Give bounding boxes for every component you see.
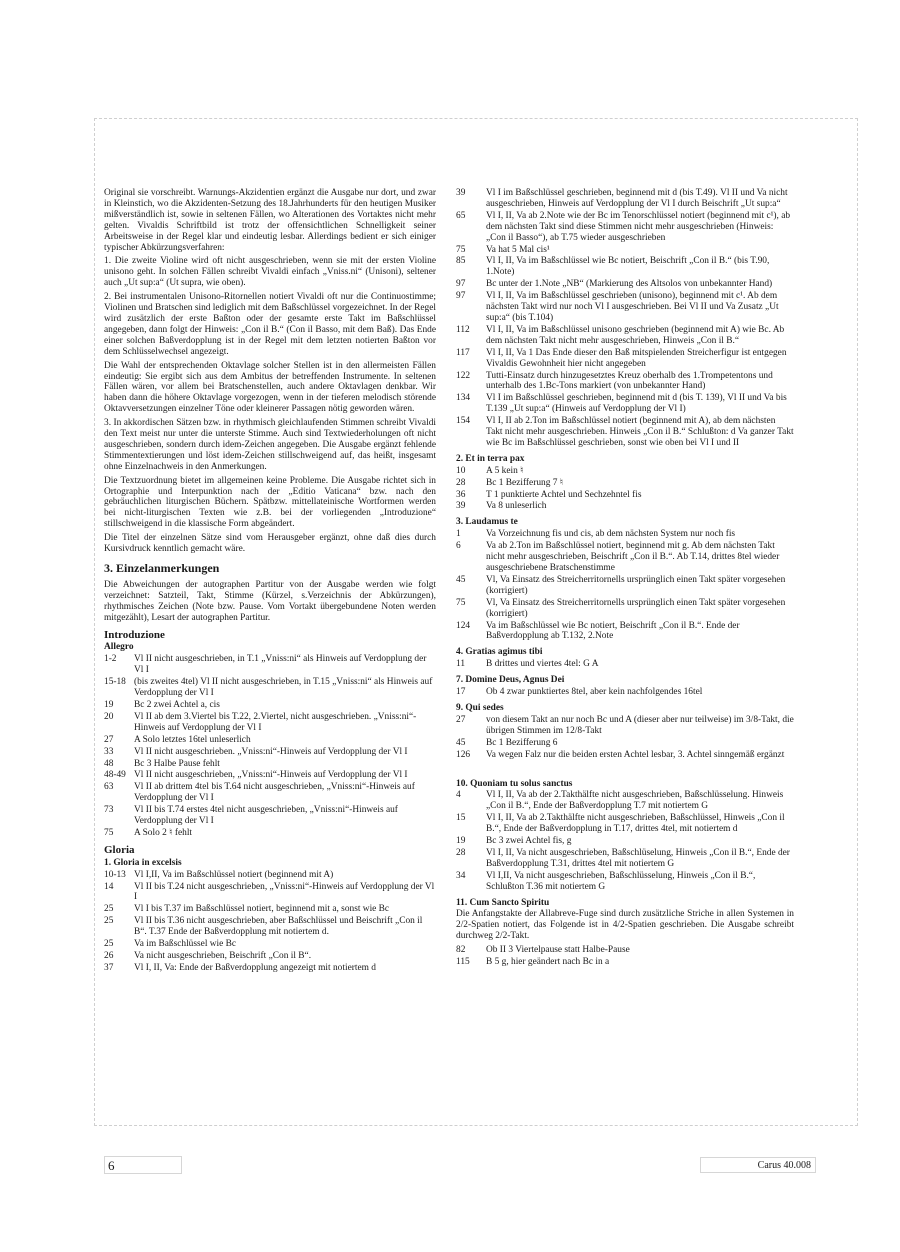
annotation-text: Bc 1 Bezifferung 7 ♮ [486,477,564,488]
measure-number: 82 [456,945,466,956]
measure-number: 4 [456,790,461,801]
annotation-text: Vl I im Baßschlüssel geschrieben, beginnend mit d (bis T.49). Vl II und Va nicht ausgeschrieben, Hinweis auf Verdopplung der Vl I durch Beischrift „Ut sup:a“ [486,188,788,209]
annotation-text: Va im Baßschlüssel wie Bc notiert, Beischrift „Con il B.“. Ende der Baßverdopplung ab T.132, 2.Note [486,620,740,642]
annotation-entry [104,770,436,781]
measure-number: 26 [104,951,114,961]
paragraph: Original sie vorschreibt. Warnungs-Akzidentien ergänzt die Ausgabe nur dort, und zwar in Kleinstich, wo die Akzidenten-Setzung des 18.Jahrhunderts für den heutigen Musiker mißverständlich ist, sowie in seltenen Fällen, wo Alterationen des Vortaktes nicht mehr gelten. Vivaldis Schriftbild ist trotz der offensichtlichen Schnelligkeit seiner Arbeitsweise in der Regel klar und eindeutig lesbar. Allerdings bedient er sich einiger typischer Abkürzungsverfahren: [104,188,436,253]
annotation-entry [456,659,794,670]
measure-number: 45 [456,737,466,748]
measure-number: 14 [104,881,114,892]
movement-title: Introduzione [104,628,165,641]
annotation-entry [104,759,436,770]
annotation-text: Vl I, II, Va ab der 2.Takthälfte nicht ausgeschrieben, Baßschlüsselung. Hinweis „Con il B.“, Ende der Baßverdopplung T.7 mit notiertem G [486,790,784,812]
annotation-entry [456,621,794,643]
measure-number: 73 [104,805,114,816]
measure-number: 97 [456,279,466,290]
measure-number: 33 [104,746,114,757]
measure-number: 75 [104,827,114,838]
measure-number: 124 [456,620,471,631]
paragraph: Die Textzuordnung bietet im allgemeinen keine Probleme. Die Ausgabe richtet sich in Ortographie und Interpunktion nach der „Editio Vaticana“ bzw. nach den gebräuchlichen liturgischen Büchern. Spätbzw. mittellateinische Wortformen werden bei nicht-liturgischen Texten wie z.B. bei der vorliegenden „Introduzione“ stillschweigend in die klassische Form abgeändert. [104,475,436,530]
annotation-text: B drittes und viertes 4tel: G A [486,659,599,670]
annotation-text: Va hat 5 Mal cis¹ [486,244,550,255]
measure-number: 25 [104,916,114,927]
annotation-text: Vl II nicht ausgeschrieben. „Vniss:ni“-Hinweis auf Verdopplung der Vl I [134,746,408,757]
measure-number: 10-13 [104,869,126,880]
measure-number: 10 [456,465,466,476]
annotation-entry [456,490,794,501]
left-column [104,188,436,975]
annotation-text: Ob 4 zwar punktiertes 8tel, aber kein nachfolgendes 16tel [486,687,703,698]
annotation-text: Vl II nicht ausgeschrieben, „Vniss:ni“-Hinweis auf Verdopplung der Vl I [134,770,408,781]
annotation-text: Vl I,II, Va im Baßschlüssel notiert (beginnend mit A) [134,869,334,880]
annotation-entry [456,715,794,737]
annotation-text: Tutti-Einsatz durch hinzugesetztes Kreuz oberhalb des 1.Trompetentons und unterhalb des 1.Bc-Tons markiert (von unbekannter Hand) [486,370,773,392]
annotation-entry [104,677,436,699]
annotation-text: von diesem Takt an nur noch Bc und A (dieser aber nur teilweise) im 3/8-Takt, die übrigen Stimmen im 12/8-Takt [486,714,794,736]
measure-number: 36 [456,489,466,500]
measure-number: 28 [456,847,466,858]
measure-number: 20 [104,711,114,722]
annotation-entry [456,279,794,290]
annotation-text: Bc unter der 1.Note „NB“ (Markierung des Altsolos von unbekannter Hand) [486,279,773,290]
measure-number: 39 [456,188,466,198]
right-column [456,188,794,969]
measure-number: 45 [456,574,466,585]
annotation-entry [456,813,794,835]
annotation-text: Vl II ab dem 3.Viertel bis T.22, 2.Viertel, nicht ausgeschrieben. „Vniss:ni“-Hinweis auf Verdopplung der Vl I [134,711,417,733]
measure-number: 11 [456,659,466,670]
annotation-text: (bis zweites 4tel) Vl II nicht ausgeschrieben, in T.15 „Vniss:ni“ als Hinweis auf Verdopplung der Vl I [134,677,433,699]
annotation-entry [456,371,794,393]
measure-number: 122 [456,370,471,381]
measure-number: 48-49 [104,770,126,781]
annotation-entry [456,541,794,574]
measure-number: 15-18 [104,677,126,688]
annotation-text: Va wegen Falz nur die beiden ersten Achtel lesbar, 3. Achtel sinngemäß ergänzt [486,749,785,760]
measure-number: 19 [456,836,466,847]
annotation-entry [104,882,436,904]
measure-number: 27 [456,714,466,725]
annotation-entry [104,939,436,950]
annotation-entry [456,393,794,415]
annotation-text: Vl II bis T.36 nicht ausgeschrieben, aber Baßschlüssel und Beischrift „Con il B“. T.37 Ende der Baßverdopplung mit notiertem d. [134,916,423,938]
annotation-text: B 5 g, hier geändert nach Bc in a [486,957,610,968]
annotation-entry [104,700,436,711]
movement-title: 2. Et in terra pax [456,453,525,464]
movement-title: 11. Cum Sancto Spiritu [456,897,550,908]
annotation-entry [456,245,794,256]
entry-list [104,654,436,839]
annotation-entry [104,951,436,962]
annotation-entry [456,478,794,489]
annotation-entry [456,575,794,597]
movement-subtitle: 1. Gloria in excelsis [104,857,182,868]
annotation-text: Va 8 unleserlich [486,501,547,512]
measure-number: 37 [104,962,114,973]
annotation-entry [456,848,794,870]
movement-title: 10. Quoniam tu solus sanctus [456,778,573,789]
annotation-entry [104,712,436,734]
annotation-entry [456,416,794,449]
measure-number: 63 [104,782,114,793]
paragraph: 3. In akkordischen Sätzen bzw. in rhythmisch gleichlaufenden Stimmen schreibt Vivaldi den Text meist nur unter die unterste Stimme. Auch sind Textwiederholungen oft nicht ausgeschrieben, sondern durch idem-Zeichen angegeben. Die Ausgabe ergänzt fehlende Stimmentextierungen und löst idem-Zeichen stillschweigend auf, das heißt, insgesamt ohne Einzelnachweis in den Anmerkungen. [104,418,436,472]
annotation-text: Vl II bis T.24 nicht ausgeschrieben, „Vniss:ni“-Hinweis auf Verdopplung der Vl I [134,881,435,903]
annotation-text: A Solo letztes 16tel unleserlich [134,734,251,745]
annotation-text: Vl I, II, Va ab 2.Takthälfte nicht ausgeschrieben, Baßschlüssel, Hinweis „Con il B.“, Ende der Baßverdopplung in T.17, drittes 4tel, mit notiertem d [486,813,785,835]
entry-list [456,790,794,892]
measure-number: 1-2 [104,654,117,665]
annotation-text: Vl I, II, Va nicht ausgeschrieben, Baßschlüselung, Hinweis „Con il B.“, Ende der Baßverdopplung T.31, drittes 4tel mit notiertem G [486,847,790,869]
annotation-text: Bc 1 Bezifferung 6 [486,737,558,748]
measure-number: 75 [456,244,466,255]
measure-number: 112 [456,324,470,335]
movement-title: 9. Qui sedes [456,702,504,713]
measure-number: 19 [104,699,114,710]
measure-number: 1 [456,529,461,540]
movement-title: 7. Domine Deus, Agnus Dei [456,675,565,686]
annotation-entry [456,256,794,278]
annotation-entry [104,916,436,938]
annotation-text: Va nicht ausgeschrieben, Beischrift „Con il B“. [134,951,312,961]
paragraph: 1. Die zweite Violine wird oft nicht ausgeschrieben, wenn sie mit der ersten Violine unisono geht. In solchen Fällen schreibt Vivaldi einfach „Vniss.ni“ (Unisoni), seltener auch „Ut sup:a“ (Ut supra, wie oben). [104,256,436,289]
entry-list [456,466,794,513]
annotation-entry [456,738,794,749]
annotation-entry [456,501,794,512]
annotation-text: Vl I, II, Va 1 Das Ende dieser den Baß mitspielenden Streicherfigur ist entgegen Vivaldis Gewohnheit hier nicht angegeben [486,347,787,369]
measure-number: 25 [104,939,114,950]
entry-list [456,529,794,642]
annotation-entry [456,750,794,761]
measure-number: 126 [456,749,471,760]
measure-number: 75 [456,597,466,608]
movement-title: 4. Gratias agimus tibi [456,647,543,658]
measure-number: 48 [104,758,114,769]
annotation-entry [456,188,794,210]
annotation-entry [104,963,436,974]
annotation-entry [456,836,794,847]
annotation-entry [456,790,794,812]
annotation-text: Bc 2 zwei Achtel a, cis [134,699,220,710]
movement-title: 3. Laudamus te [456,517,518,528]
annotation-entry [456,945,794,956]
measure-number: 97 [456,291,466,302]
entry-list [456,945,794,968]
measure-number: 25 [104,904,114,915]
annotation-text: Vl II bis T.74 erstes 4tel nicht ausgeschrieben, „Vniss:ni“-Hinweis auf Verdopplung der Vl I [134,805,398,827]
annotation-text: Ob II 3 Viertelpause statt Halbe-Pause [486,945,630,956]
annotation-text: Bc 3 Halbe Pause fehlt [134,758,220,769]
paragraph: Die Titel der einzelnen Sätze sind vom Herausgeber ergänzt, ohne daß dies durch Kursivdruck kenntlich gemacht wäre. [104,533,436,555]
annotation-entry [456,466,794,477]
catalog-number: Carus 40.008 [700,1157,816,1173]
measure-number: 17 [456,687,466,698]
annotation-text: Vl I bis T.37 im Baßschlüssel notiert, beginnend mit a, sonst wie Bc [134,904,390,915]
annotation-text: Vl I, II ab 2.Ton im Baßschlüssel notiert (beginnend mit A), ab dem nächsten Takt nicht mehr ausgeschrieben. Hinweis „Con il B.“ Schlußton: d Va ganzer Takt wie Bc im Baßschlüssel geschrieben, sonst wie oben bei Vl I und II [486,416,794,448]
annotation-text: Vl, Va Einsatz des Streicherritornells ursprünglich einen Takt später vorgesehen (korrigiert) [486,597,786,619]
measure-number: 117 [456,347,470,358]
annotation-entry [456,291,794,324]
annotation-entry [456,957,794,968]
annotation-entry [456,687,794,698]
measure-number: 154 [456,416,471,427]
entry-list [456,715,794,761]
annotation-text: Vl I,II, Va nicht ausgeschrieben, Baßschlüsselung, Hinweis „Con il B.“, Schlußton T.36 mit notiertem G [486,870,756,892]
movement-note: Die Anfangstakte der Allabreve-Fuge sind durch zusätzliche Striche in allen Systemen in 2/2-Spatien notiert, das Folgende ist in 4/2-Spatien geschrieben. Die Ausgabe schreibt durchweg 2/2-Takt. [456,909,794,942]
annotation-text: Va ab 2.Ton im Baßschlüssel notiert, beginnend mit g. Ab dem nächsten Takt nicht mehr ausgeschrieben, Beischrift „Con il B.“. Ab T.14, drittes 8tel wieder ausgeschriebene Bratschenstimme [486,541,780,573]
entry-list [456,659,794,670]
page-number: 6 [104,1156,182,1174]
paragraph: Die Wahl der entsprechenden Oktavlage solcher Stellen ist in den allermeisten Fällen eindeutig: Sie ergibt sich aus dem Ambitus der betreffenden Instrumente. In seltenen Fällen wären, vor allem bei Bratschenstellen, auch andere Oktavlagen denkbar. Wir haben dann die höhere Oktavlage vorgezogen, wenn in der tieferen melodisch störende Oktavversetzungen einzelner Töne oder kleinerer Passagen nötig geworden wären. [104,360,436,415]
annotation-text: Vl, Va Einsatz des Streicherritornells ursprünglich einen Takt später vorgesehen (korrigiert) [486,574,786,596]
annotation-entry [104,735,436,746]
spacer [456,762,794,774]
paragraph: 2. Bei instrumentalen Unisono-Ritornellen notiert Vivaldi oft nur die Continuostimme; Violinen und Bratschen sind lediglich mit dem Baßschlüssel vorgezeichnet. In der Regel wird zusätzlich der erste Baßton oder der gesamte erste Takt im Baßschlüssel angegeben, dann folgt der Hinweis: „Con il B.“ (Con il Basso, mit dem Baß). Das Ende einer solchen Baßverdopplung ist in der Regel mit dem letzten notierten Baßton vor dem Schlüsselwechsel angezeigt. [104,292,436,357]
measure-number: 65 [456,210,466,221]
measure-number: 27 [104,734,114,745]
annotation-entry [104,870,436,881]
annotation-entry [104,654,436,676]
annotation-entry [456,325,794,347]
annotation-text: A Solo 2 ♮ fehlt [134,827,193,838]
annotation-text: Vl II ab drittem 4tel bis T.64 nicht ausgeschrieben, „Vniss:ni“-Hinweis auf Verdopplung der Vl I [134,782,415,804]
annotation-text: Bc 3 zwei Achtel fis, g [486,836,572,847]
annotation-entry [104,805,436,827]
measure-number: 39 [456,501,466,512]
annotation-entry [456,211,794,244]
measure-number: 85 [456,256,466,267]
entry-list [104,870,436,974]
annotation-entry [104,782,436,804]
annotation-entry [104,747,436,758]
annotation-text: A 5 kein ♮ [486,465,524,476]
intro-text [104,188,436,555]
annotation-text: Va im Baßschlüssel wie Bc [134,939,237,950]
annotation-text: T 1 punktierte Achtel und Sechzehntel fis [486,489,642,500]
measure-number: 6 [456,541,461,552]
annotation-entry [456,348,794,370]
annotation-text: Vl I, II, Va im Baßschlüssel wie Bc notiert, Beischrift „Con il B.“ (bis T.90, 1.Note) [486,256,770,278]
tempo-subtitle: Allegro [104,642,134,653]
annotation-text: Vl I, II, Va ab 2.Note wie der Bc im Tenorschlüssel notiert (beginnend mit c¹), ab dem nächsten Takt sind diese Stimmen nicht mehr ausgeschrieben (Hinweis: „Con il Basso“), ab T.75 wieder ausgeschrieben [486,210,791,243]
measure-number: 34 [456,870,466,881]
annotation-entry [104,904,436,915]
annotation-entry [456,598,794,620]
measure-number: 15 [456,813,466,824]
entry-list [456,687,794,698]
annotation-text: Vl I, II, Va: Ende der Baßverdopplung angezeigt mit notiertem d [134,962,376,973]
annotation-text: Vl II nicht ausgeschrieben, in T.1 „Vniss:ni“ als Hinweis auf Verdopplung der Vl I [134,654,427,676]
measure-number: 115 [456,957,470,968]
annotation-entry [456,529,794,540]
section-intro: Die Abweichungen der autographen Partitur von der Ausgabe werden wie folgt verzeichnet: Satzteil, Takt, Stimme (Kürzel, s.Verzeichnis der Abkürzungen), rhythmisches Zeichen (Note bzw. Pause. Vom Vortakt übergebundene Noten werden mitgezählt), Lesart der autographen Partitur. [104,579,436,623]
annotation-text: Vl I, II, Va im Baßschlüssel unisono geschrieben (beginnend mit A) wie Bc. Ab dem nächsten Takt nicht mehr ausgeschrieben, Hinweis „Con il B.“ [486,324,785,346]
measure-number: 134 [456,393,471,404]
annotation-entry [456,871,794,893]
annotation-entry [104,828,436,839]
annotation-text: Vl I im Baßschlüssel geschrieben, beginnend mit d (bis T. 139), Vl II und Va bis T.139 „Ut sup:a“ (Hinweis auf Verdopplung der Vl I) [486,393,787,415]
annotation-text: Va Vorzeichnung fis und cis, ab dem nächsten System nur noch fis [486,529,736,540]
annotation-text: Vl I, II, Va im Baßschlüssel geschrieben (unisono), beginnend mit c¹. Ab dem nächsten Takt wird nur noch Vl I ausgeschrieben. Bei Vl II und Va Zusatz „Ut sup:a“ (bis T.104) [486,291,779,323]
measure-number: 28 [456,477,466,488]
section-heading: 3. Einzelanmerkungen [104,561,220,575]
entry-list [456,188,794,449]
movement-title: Gloria [104,843,135,856]
